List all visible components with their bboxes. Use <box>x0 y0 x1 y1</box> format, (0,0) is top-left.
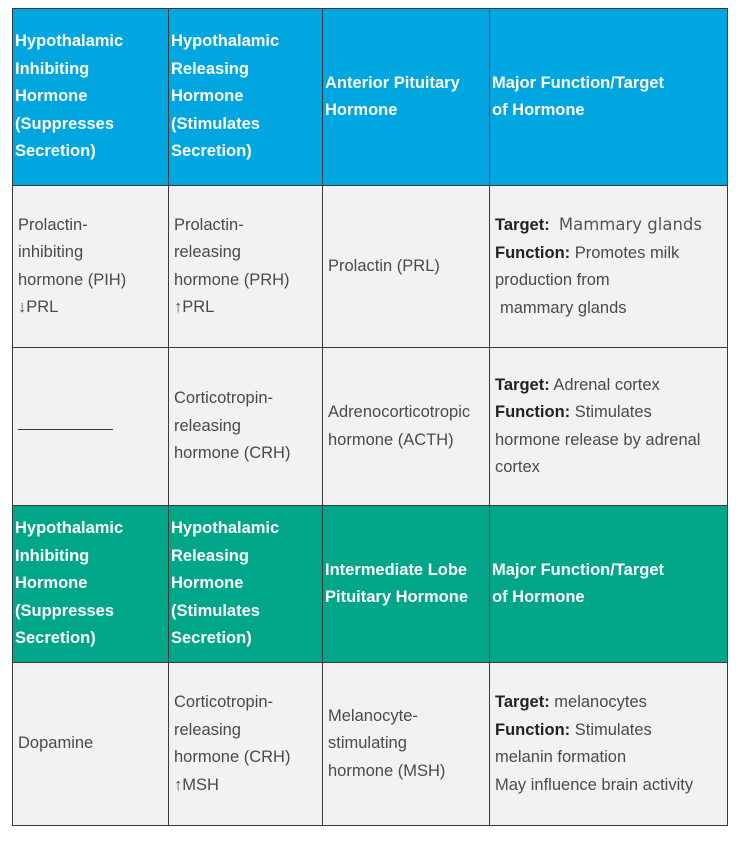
target-line <box>495 372 723 400</box>
cell-line: stimulating <box>328 734 407 753</box>
function-line <box>495 717 723 745</box>
cell-line: releasing <box>174 243 241 261</box>
header-line: Secretion) <box>15 142 96 161</box>
target-value: Mammary glands <box>558 215 702 234</box>
header-cell-intermediate <box>323 506 490 663</box>
function-label: Function: <box>495 243 571 262</box>
cell-line: ↑PRL <box>174 298 215 316</box>
cell-releasing-hormone <box>169 663 323 826</box>
header-line: Hormone <box>325 101 398 119</box>
header-line: Hypothalamic <box>171 32 280 51</box>
function-line <box>495 399 723 427</box>
cell-pituitary-hormone <box>323 348 490 506</box>
cell-line: hormone (ACTH) <box>328 430 454 449</box>
header-line: Hypothalamic <box>15 519 124 538</box>
target-line <box>495 211 723 240</box>
header-line: Hypothalamic <box>171 519 280 538</box>
header-line: (Stimulates <box>171 114 260 133</box>
table-row-prolactin <box>13 186 728 348</box>
cell-function-target <box>490 186 728 348</box>
cell-line: hormone (MSH) <box>328 761 446 780</box>
header-line: of Hormone <box>492 588 585 606</box>
header-line: Releasing <box>171 546 249 565</box>
blank-line <box>18 428 113 430</box>
target-line <box>495 689 723 717</box>
cell-releasing-hormone <box>169 348 323 506</box>
target-label: Target: <box>495 375 550 394</box>
table-header-row <box>13 9 728 186</box>
table-row-msh <box>13 663 728 826</box>
header-line: (Suppresses <box>15 601 115 620</box>
function-line: hormone release by adrenal <box>495 430 701 449</box>
header-cell-releasing <box>169 9 323 186</box>
header-line: Hypothalamic <box>15 32 124 51</box>
cell-line: releasing <box>174 720 241 739</box>
cell-line: hormone (PRH) <box>174 270 290 289</box>
function-label: Function: <box>495 403 571 421</box>
header-line: Releasing <box>171 59 249 78</box>
target-label: Target: <box>495 693 550 711</box>
cell-line: Corticotropin- <box>174 389 274 408</box>
cell-line: Prolactin (PRL) <box>328 256 440 275</box>
function-line <box>495 240 723 268</box>
function-line: mammary glands <box>500 298 627 317</box>
function-label: Function: <box>495 720 571 739</box>
header-line: Secretion) <box>171 142 252 161</box>
cell-line: hormone (CRH) <box>174 748 291 766</box>
header-line: Hormone <box>171 87 244 106</box>
header-line: Inhibiting <box>15 546 90 565</box>
hormone-table <box>12 8 728 826</box>
header-line: Hormone <box>171 574 244 593</box>
cell-pituitary-hormone <box>323 663 490 826</box>
table-subheader-row <box>13 506 728 663</box>
cell-line: inhibiting <box>18 243 84 261</box>
cell-line: Corticotropin- <box>174 693 274 711</box>
cell-inhibiting-hormone <box>13 663 169 826</box>
function-value: Stimulates <box>574 720 652 739</box>
cell-line: hormone (CRH) <box>174 444 291 463</box>
header-line: Hormone <box>15 574 88 593</box>
header-line: Secretion) <box>15 629 96 648</box>
cell-inhibiting-hormone <box>13 186 169 348</box>
header-line: Major Function/Target <box>492 560 665 579</box>
header-cell-pituitary <box>323 9 490 186</box>
header-cell-releasing <box>169 506 323 663</box>
cell-function-target <box>490 663 728 826</box>
header-line: Secretion) <box>171 629 252 648</box>
target-value: Adrenal cortex <box>553 375 660 394</box>
header-line: (Suppresses <box>15 114 115 133</box>
function-value: Stimulates <box>574 403 652 421</box>
table-row-acth <box>13 348 728 506</box>
header-line: Inhibiting <box>15 59 90 78</box>
cell-line: Adrenocorticotropic <box>328 403 471 421</box>
header-cell-function <box>490 506 728 663</box>
header-cell-function <box>490 9 728 186</box>
cell-line: ↑MSH <box>174 775 219 794</box>
header-line: (Stimulates <box>171 601 260 620</box>
cell-pituitary-hormone <box>323 186 490 348</box>
header-cell-inhibiting <box>13 506 169 663</box>
header-line: Major Function/Target <box>492 73 665 92</box>
header-line: Hormone <box>15 87 88 106</box>
cell-line: Prolactin- <box>18 215 88 234</box>
header-line: of Hormone <box>492 101 585 119</box>
function-line: cortex <box>495 458 540 476</box>
cell-line: Dopamine <box>18 734 94 753</box>
cell-line: releasing <box>174 416 241 435</box>
header-cell-inhibiting <box>13 9 169 186</box>
header-line: Anterior Pituitary <box>325 73 460 92</box>
function-value: Promotes milk <box>574 243 680 262</box>
header-line: Intermediate Lobe <box>325 560 468 579</box>
function-line: production from <box>495 271 610 289</box>
cell-line: Prolactin- <box>174 215 244 234</box>
header-line: Pituitary Hormone <box>325 588 469 606</box>
target-label: Target: <box>495 216 550 234</box>
cell-inhibiting-hormone <box>13 348 169 506</box>
cell-releasing-hormone <box>169 186 323 348</box>
target-value: melanocytes <box>554 693 647 711</box>
cell-line: ↓PRL <box>18 298 59 316</box>
function-line: May influence brain activity <box>495 775 694 794</box>
cell-function-target <box>490 348 728 506</box>
function-line: melanin formation <box>495 748 627 766</box>
cell-line: hormone (PIH) <box>18 270 127 289</box>
cell-line: Melanocyte- <box>328 706 418 725</box>
